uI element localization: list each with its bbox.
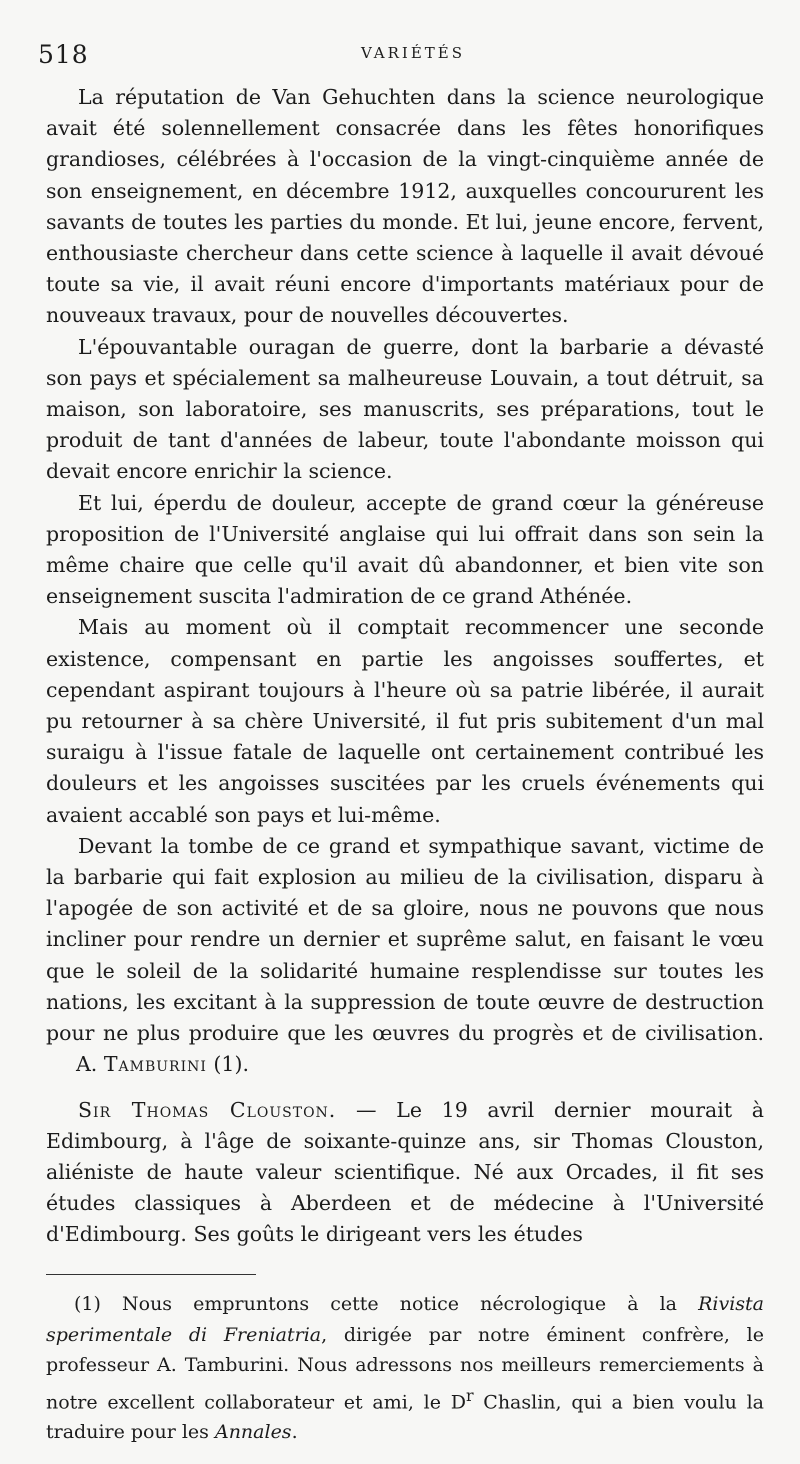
author-signature bbox=[76, 1052, 249, 1076]
page-header bbox=[38, 34, 778, 74]
tamburini-paragraph-2: L'épouvantable ouragan de guerre, dont la barbarie a dévasté son pays et spécialement sa malheureuse Louvain, a tout détruit, sa maison, son laboratoire, ses manuscrits, ses préparations, tout le produit de tant d'années de labeur, toute l'abondante moisson qui devait encore enrichir la science. bbox=[46, 334, 764, 484]
tamburini-paragraph-5 bbox=[46, 831, 764, 1081]
clouston-title: Sir Thomas Clouston. bbox=[78, 1097, 337, 1122]
signature-name: Tamburini bbox=[103, 1052, 207, 1077]
tamburini-paragraph-1: La réputation de Van Gehuchten dans la science neurologique avait été solennellement consacrée dans les fêtes honorifiques grandioses, célébrées à l'occasion de la vingt-cinquième année de son enseignement, en décembre 1912, auxquelles concoururent les savants de toutes les parties du monde. Et lui, jeune encore, fervent, enthousiaste chercheur dans cette science à laquelle il avait dévoué toute sa vie, il avait réuni encore d'importants matériaux pour de nouveaux travaux, pour de nouvelles découvertes. bbox=[46, 85, 764, 328]
main-text bbox=[46, 82, 764, 1251]
annales-title: Annales bbox=[214, 1421, 292, 1444]
tamburini-paragraph-3: Et lui, éperdu de douleur, accepte de grand cœur la généreuse proposition de l'Université anglaise qui lui offrait dans son sein la même chaire que celle qu'il avait dû abandonner, et bien vite son enseignement suscita l'admiration de ce grand Athénée. bbox=[46, 490, 764, 609]
tamburini-paragraph-5-text: Devant la tombe de ce grand et sympathique savant, victime de la barbarie qui fait explosion au milieu de la civilisation, disparu à l'apogée de son activité et de sa gloire, nous ne pouvons que nous incliner pour rendre un dernier et suprême salut, en faisant le vœu que le soleil de la solidarité humaine resplendisse sur toutes les nations, les excitant à la suppression de toute œuvre de destruction pour ne plus produire que les œuvres du progrès et de civilisation. bbox=[46, 833, 764, 1046]
signature-initial: A. bbox=[76, 1052, 104, 1077]
footnote-rule bbox=[46, 1274, 256, 1275]
running-head: VARIÉTÉS bbox=[360, 44, 466, 62]
footnote-reference: (1). bbox=[206, 1052, 249, 1077]
journal-title: Rivista sperimentale di Freniatria bbox=[46, 1293, 764, 1346]
footnote: (1) Nous empruntons cette notice nécrologique à la Rivista sperimentale di Freniatria, dirigée par notre éminent confrère, le professeur A. Tamburini. Nous adressons nos meilleurs remerciements à notre excellent collaborateur et ami, le $D^r$ Chaslin, qui a bien voulu la traduire pour les Annales. bbox=[46, 1293, 764, 1444]
page-number: 518 bbox=[38, 40, 89, 69]
tamburini-paragraph-4: Mais au moment où il comptait recommencer une seconde existence, compensant en partie les angoisses souffertes, et cependant aspirant toujours à l'heure où sa patrie libérée, il aurait pu retourner à sa chère Université, il fut pris subitement d'un mal suraigu à l'issue fatale de laquelle ont certainement contribué les douleurs et les angoisses suscitées par les cruels événements qui avaient accablé son pays et lui-même. bbox=[46, 615, 764, 827]
section-gap bbox=[46, 1081, 764, 1095]
clouston-text: — Le 19 avril dernier mourait à Edimbourg, à l'âge de soixante-quinze ans, sir Thomas Clouston, aliéniste de haute valeur scientifique. Né aux Orcades, il fit ses études classiques à Aberdeen et de médecine à l'Université d'Edimbourg. Ses goûts le dirigeant vers les études bbox=[46, 1097, 764, 1247]
footnote-marker: (1) bbox=[74, 1293, 122, 1315]
clouston-paragraph bbox=[46, 1095, 764, 1251]
